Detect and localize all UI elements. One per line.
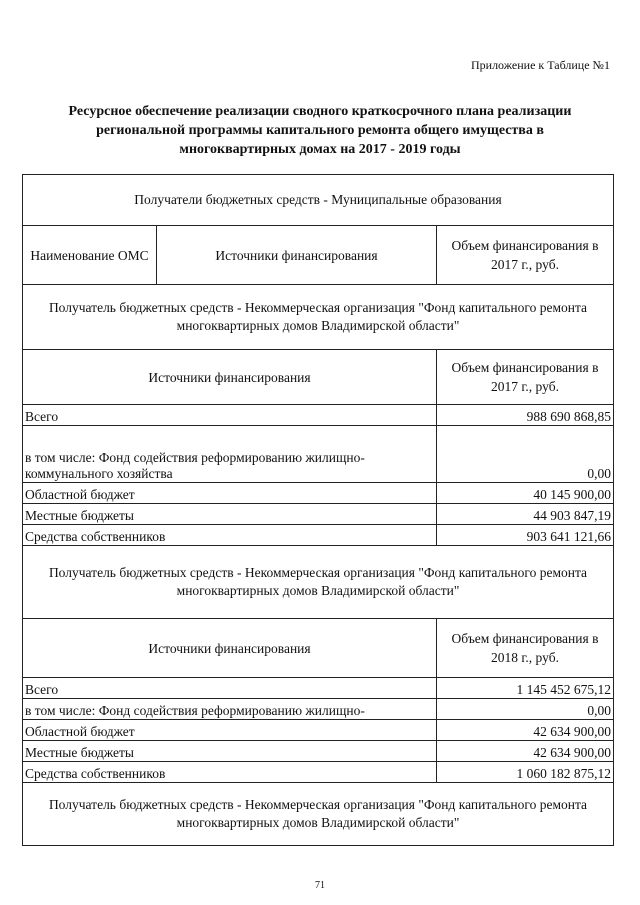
row-value: 903 641 121,66 [526,529,611,544]
table-row [23,698,613,719]
table-row [23,719,613,740]
col-sources-header: Источники финансирования [23,350,437,404]
table-row [23,524,613,545]
row-label: Всего [23,678,437,698]
title-line-1: Ресурсное обеспечение реализации сводного краткосрочного плана реализации [68,104,572,119]
municipal-column-headers [23,225,613,284]
col-name-header: Наименование ОМС [23,226,157,284]
row-label: Средства собственников [23,762,437,782]
row-value: 1 145 452 675,12 [516,682,611,697]
table-row [23,404,613,425]
col-volume-header: Объем финансирования в 2017 г., руб. [451,360,599,394]
col-volume-header: Объем финансирования в 2018 г., руб. [451,631,599,665]
row-value: 1 060 182 875,12 [516,766,611,781]
table-row [23,503,613,524]
recipient-header-2019: Получатель бюджетных средств - Некоммерческая организация "Фонд капитального ремонта многоквартирных домов Владимирской области" [23,782,613,845]
row-label: Всего [23,405,437,425]
table-row [23,482,613,503]
table-row [23,425,613,482]
col-sources-header: Источники финансирования [157,226,437,284]
row-label: Средства собственников [23,525,437,545]
row-value: 42 634 900,00 [533,724,611,739]
recipient-header-2017: Получатель бюджетных средств - Некоммерческая организация "Фонд капитального ремонта многоквартирных домов Владимирской области" [23,284,613,349]
row-label: Местные бюджеты [23,504,437,524]
row-value: 42 634 900,00 [533,745,611,760]
row-label: Местные бюджеты [23,741,437,761]
table-row [23,677,613,698]
title-line-2: региональной программы капитального ремонта общего имущества в [96,123,544,138]
municipal-header: Получатели бюджетных средств - Муниципальные образования [134,192,502,207]
document-title [20,102,620,159]
row-value: 0,00 [587,703,611,718]
row-value: 40 145 900,00 [533,487,611,502]
row-label: в том числе: Фонд содействия реформированию жилищно- [23,699,437,719]
row-value: 988 690 868,85 [526,409,611,424]
row-label: Областной бюджет [23,483,437,503]
table-row [23,761,613,782]
recipient-header-2018: Получатель бюджетных средств - Некоммерческая организация "Фонд капитального ремонта многоквартирных домов Владимирской области" [23,545,613,618]
appendix-label: Приложение к Таблице №1 [470,58,610,72]
column-headers-2018 [23,618,613,677]
row-value: 0,00 [587,466,611,481]
page-number: 71 [315,880,325,891]
column-headers-2017 [23,349,613,404]
col-volume-header: Объем финансирования в 2017 г., руб. [451,238,599,272]
col-sources-header: Источники финансирования [23,619,437,677]
row-value: 44 903 847,19 [533,508,611,523]
title-line-3: многоквартирных домах на 2017 - 2019 годы [179,142,461,157]
row-label: в том числе: Фонд содействия реформированию жилищно-коммунального хозяйства [23,426,437,482]
funding-table [22,174,614,846]
row-label: Областной бюджет [23,720,437,740]
table-row [23,740,613,761]
